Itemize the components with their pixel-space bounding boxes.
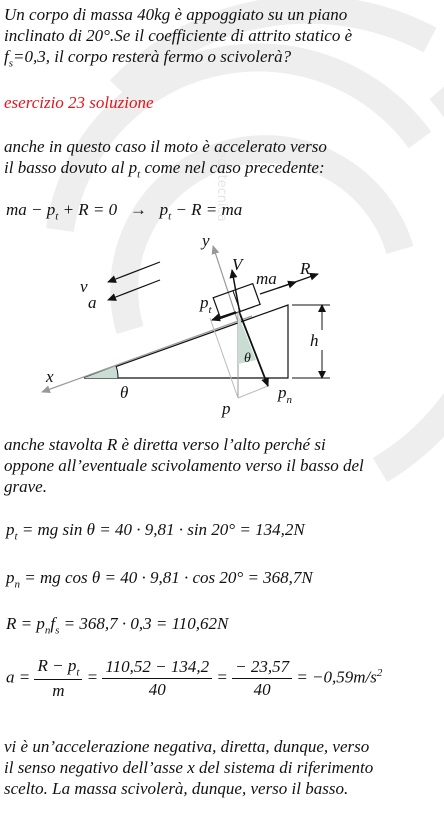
x-axis-arrow — [42, 316, 252, 392]
label-pn: $p_n$ — [278, 383, 292, 406]
label-R: R — [300, 259, 311, 278]
pt-arrow — [212, 312, 236, 320]
label-theta-2: θ — [244, 351, 251, 366]
problem-line-2: inclinato di 20°.Se il coefficiente di attrito statico è — [4, 26, 353, 45]
equation-acceleration: a = $\frac{R - p_t}{m}$ = $\frac{110,52 - 134,2}{40}$ = $\frac{- 23,57}{40}$ = $-0,59m/s^2$ — [6, 656, 383, 701]
fraction-symbolic: $\frac{R - p_t}{m}$ — [34, 656, 82, 701]
conclusion-text — [4, 736, 373, 799]
label-pt: $p_t$ — [200, 293, 212, 316]
label-h: h — [310, 331, 319, 350]
explanation-line-1: anche stavolta R è diretta verso l’alto perché si — [4, 435, 326, 454]
arrow-icon: → — [129, 200, 147, 219]
label-x: x — [46, 367, 54, 386]
inclined-plane-diagram — [0, 232, 444, 422]
label-theta: θ — [120, 383, 129, 402]
conclusion-line-1: vi è un’accelerazione negativa, diretta, dunque, verso — [4, 737, 370, 756]
solution-title: esercizio 23 soluzione — [4, 93, 154, 112]
problem-line-3: $f_s=0,3$, il corpo resterà fermo o scivolerà? — [4, 47, 292, 70]
acceleration-arrow — [108, 280, 160, 300]
problem-line-1: Un corpo di massa 40kg è appoggiato su un piano — [4, 5, 348, 24]
fraction-result: $\frac{- 23,57}{40}$ — [232, 657, 292, 700]
explanation-text — [4, 434, 364, 497]
label-v: v — [80, 277, 88, 296]
label-a: a — [88, 293, 97, 312]
intro-text — [4, 136, 327, 185]
fraction-numeric: $\frac{110,52 - 134,2}{40}$ — [102, 657, 212, 700]
conclusion-line-3: scelto. La massa scivolerà, dunque, verso il basso. — [4, 779, 349, 798]
conclusion-line-2: il senso negativo dell’asse x del sistema di riferimento — [4, 758, 374, 777]
equation-forces: ma − $p_t + R = 0$ → $p_t - R$ = ma — [6, 200, 243, 223]
intro-line-1: anche in questo caso il moto è accelerato verso — [4, 137, 327, 156]
equation-R: $R = p_nf_s = 368,7 \cdot 0,3 = 110,62N$ — [6, 614, 229, 637]
problem-statement — [4, 4, 352, 74]
velocity-arrow — [108, 262, 160, 282]
label-V: V — [232, 255, 243, 274]
label-ma: ma — [256, 269, 277, 288]
r-arrow — [278, 274, 318, 288]
label-y: y — [202, 232, 210, 250]
explanation-line-2: oppone all’eventuale scivolamento verso il basso del — [4, 456, 364, 475]
angle-shade — [84, 366, 118, 378]
equation-pt: $p_t$ = mg sin θ = 40 · 9,81 · sin 20° = 134,2N — [6, 520, 305, 543]
intro-line-2: il basso dovuto al $p_t$ come nel caso precedente: — [4, 158, 325, 181]
equation-pn: $p_n$ = mg cos θ = 40 · 9,81 · cos 20° = 368,7N — [6, 568, 313, 591]
watermark-text: edutecnica — [214, 150, 229, 222]
label-p: p — [222, 399, 231, 418]
explanation-line-3: grave. — [4, 477, 47, 496]
